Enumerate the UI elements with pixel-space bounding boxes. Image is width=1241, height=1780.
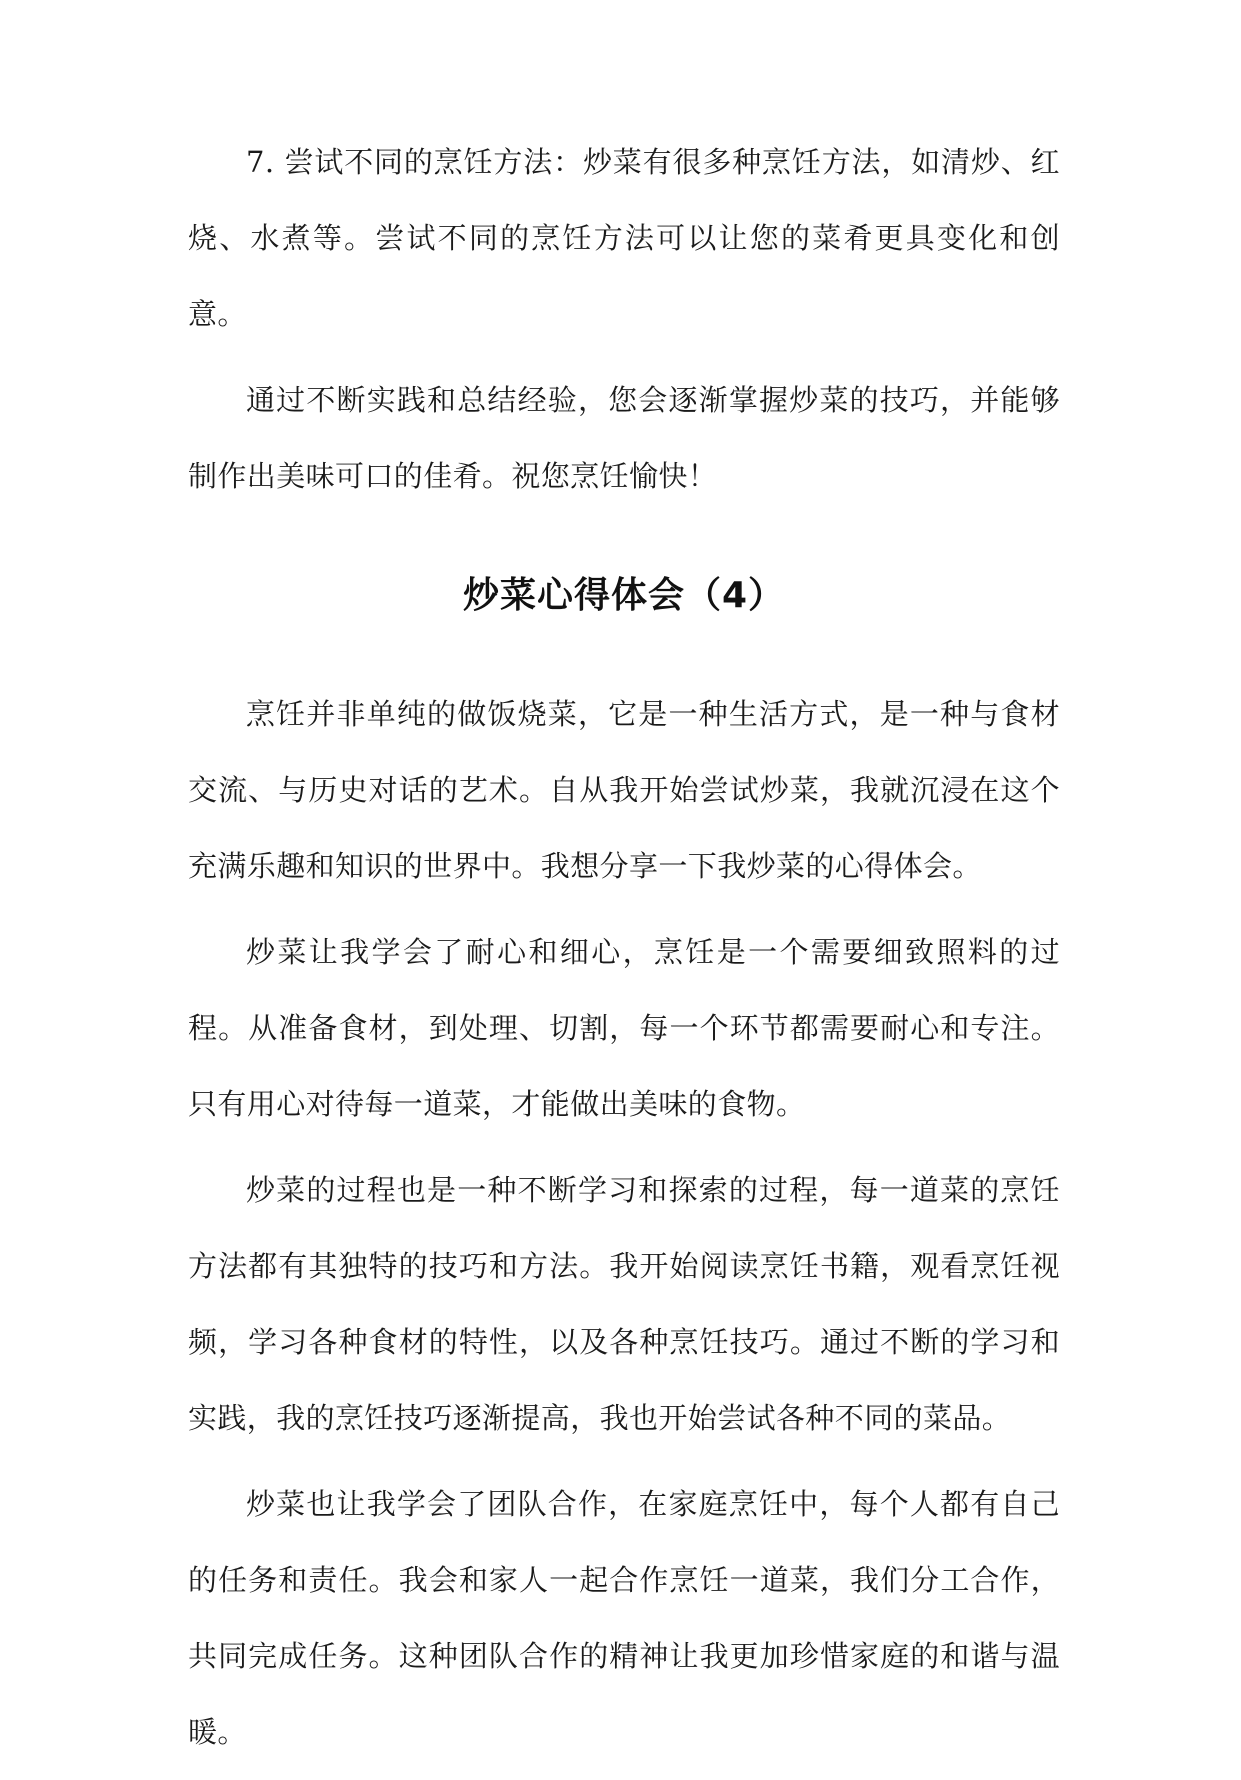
paragraph-learning: 炒菜的过程也是一种不断学习和探索的过程，每一道菜的烹饪方法都有其独特的技巧和方法。我开始阅读烹饪书籍，观看烹饪视频，学习各种食材的特性，以及各种烹饪技巧。通过不断的学习和实践，我的烹饪技巧逐渐提高，我也开始尝试各种不同的菜品。 [188,1173,1060,1435]
paragraph-cooking-as-lifestyle: 烹饪并非单纯的做饭烧菜，它是一种生活方式，是一种与食材交流、与历史对话的艺术。自从我开始尝试炒菜，我就沉浸在这个充满乐趣和知识的世界中。我想分享一下我炒菜的心得体会。 [188,697,1060,883]
section-title: 炒菜心得体会（4） [462,575,786,616]
paragraph-cooking-methods: 7. 尝试不同的烹饪方法：炒菜有很多种烹饪方法，如清炒、红烧、水煮等。尝试不同的烹饪方法可以让您的菜肴更具变化和创意。 [188,145,1060,331]
paragraph-teamwork: 炒菜也让我学会了团队合作，在家庭烹饪中，每个人都有自己的任务和责任。我会和家人一起合作烹饪一道菜，我们分工合作，共同完成任务。这种团队合作的精神让我更加珍惜家庭的和谐与温暖。 [188,1487,1060,1749]
paragraph-closing-wish: 通过不断实践和总结经验，您会逐渐掌握炒菜的技巧，并能够制作出美味可口的佳肴。祝您烹饪愉快！ [188,383,1060,493]
page-content [188,124,1060,1780]
paragraph-patience: 炒菜让我学会了耐心和细心，烹饪是一个需要细致照料的过程。从准备食材，到处理、切割，每一个环节都需要耐心和专注。只有用心对待每一道菜，才能做出美味的食物。 [188,935,1060,1121]
